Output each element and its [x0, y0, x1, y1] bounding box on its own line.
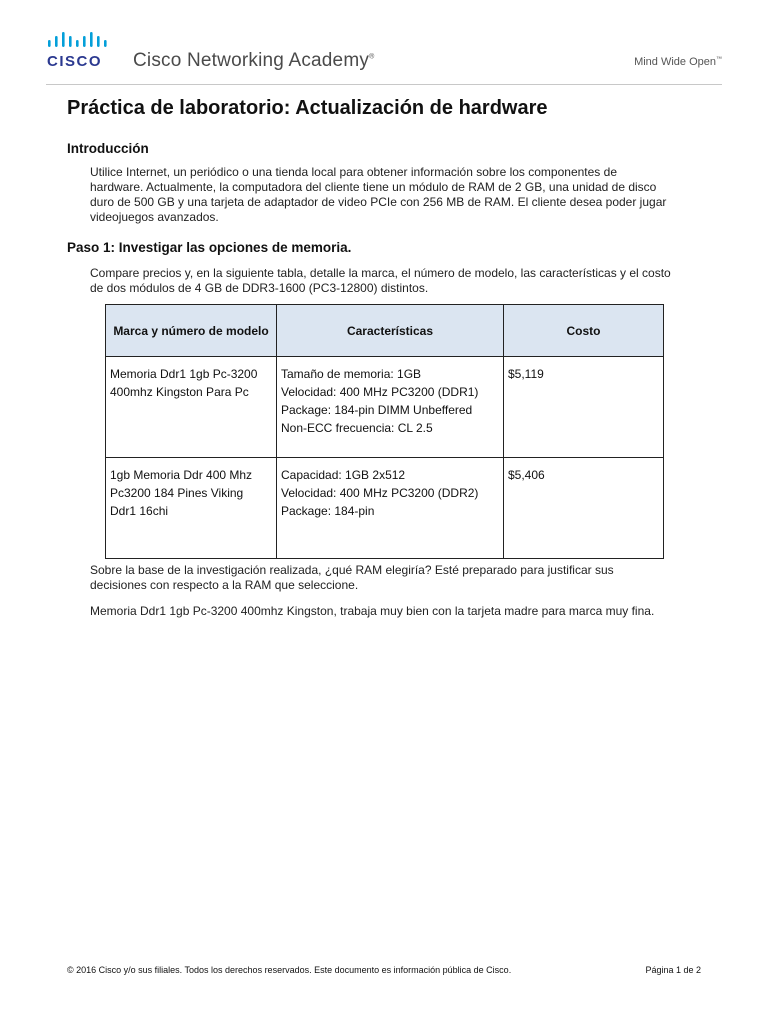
- page-number: Página 1 de 2: [645, 965, 701, 975]
- header-divider: [46, 84, 722, 85]
- step1-line: Compare precios y, en la siguiente tabla, detalle la marca, el número de modelo, las características y el costo: [90, 266, 671, 280]
- brand-line: 400mhz Kingston Para Pc: [110, 385, 249, 399]
- brand-line: Ddr1 16chi: [110, 504, 169, 518]
- cisco-logo-text: CISCO: [47, 53, 103, 70]
- brand-line: Pc3200 184 Pines Viking: [110, 486, 244, 500]
- feature-line: Velocidad: 400 MHz PC3200 (DDR1): [281, 385, 479, 399]
- intro-line: duro de 500 GB y una tarjeta de adaptador de video PCIe con 256 MB de RAM. El cliente desea poder jugar: [90, 195, 667, 209]
- feature-line: Package: 184-pin: [281, 504, 375, 518]
- intro-line: hardware. Actualmente, la computadora del cliente tiene un módulo de RAM de 2 GB, una unidad de disco: [90, 180, 657, 194]
- tagline: [634, 56, 722, 68]
- registered-mark: ®: [369, 53, 375, 61]
- cisco-logo: [46, 30, 116, 70]
- brand-line: 1gb Memoria Ddr 400 Mhz: [110, 468, 253, 482]
- cell-brand: [106, 458, 277, 559]
- answer-text: [90, 604, 710, 619]
- cell-features: [277, 458, 504, 559]
- table-header-row: [106, 305, 664, 357]
- step1-paragraph: [90, 266, 710, 296]
- cell-cost: $5,119: [504, 357, 664, 458]
- intro-heading: Introducción: [67, 141, 149, 156]
- feature-line: Tamaño de memoria: 1GB: [281, 367, 422, 381]
- col-header-brand: Marca y número de modelo: [106, 305, 277, 357]
- cell-cost: $5,406: [504, 458, 664, 559]
- brand-line: Memoria Ddr1 1gb Pc-3200: [110, 367, 258, 381]
- intro-line: Utilice Internet, un periódico o una tienda local para obtener información sobre los componentes de: [90, 165, 617, 179]
- intro-line: videojuegos avanzados.: [90, 210, 219, 224]
- question-paragraph: [90, 563, 710, 593]
- intro-paragraph: [90, 165, 710, 225]
- table-row: [106, 357, 664, 458]
- col-header-features: Características: [277, 305, 504, 357]
- brand-name: [133, 50, 374, 72]
- feature-line: Non-ECC frecuencia: CL 2.5: [281, 421, 433, 435]
- feature-line: Package: 184-pin DIMM Unbeffered: [281, 403, 473, 417]
- table-row: [106, 458, 664, 559]
- feature-line: Velocidad: 400 MHz PC3200 (DDR2): [281, 486, 479, 500]
- step1-line: de dos módulos de 4 GB de DDR3-1600 (PC3-12800) distintos.: [90, 281, 429, 295]
- question-line: Sobre la base de la investigación realizada, ¿qué RAM elegiría? Esté preparado para justificar sus: [90, 563, 614, 577]
- copyright-notice: © 2016 Cisco y/o sus filiales. Todos los derechos reservados. Este documento es información pública de Cisco.: [67, 965, 512, 975]
- question-line: decisiones con respecto a la RAM que seleccione.: [90, 578, 359, 592]
- answer-line: Memoria Ddr1 1gb Pc-3200 400mhz Kingston, trabaja muy bien con la tarjeta madre para marca muy fina.: [90, 604, 655, 618]
- feature-line: Capacidad: 1GB 2x512: [281, 468, 406, 482]
- brand-name-text: Cisco Networking Academy: [133, 50, 370, 71]
- cell-brand: [106, 357, 277, 458]
- document-title: Práctica de laboratorio: Actualización de hardware: [67, 97, 548, 119]
- page-header: [0, 0, 768, 88]
- col-header-cost: Costo: [504, 305, 664, 357]
- step1-heading: Paso 1: Investigar las opciones de memoria.: [67, 240, 352, 255]
- trademark-mark: ™: [716, 56, 722, 63]
- tagline-text: Mind Wide Open: [634, 56, 716, 68]
- cell-features: [277, 357, 504, 458]
- memory-comparison-table: [105, 304, 664, 559]
